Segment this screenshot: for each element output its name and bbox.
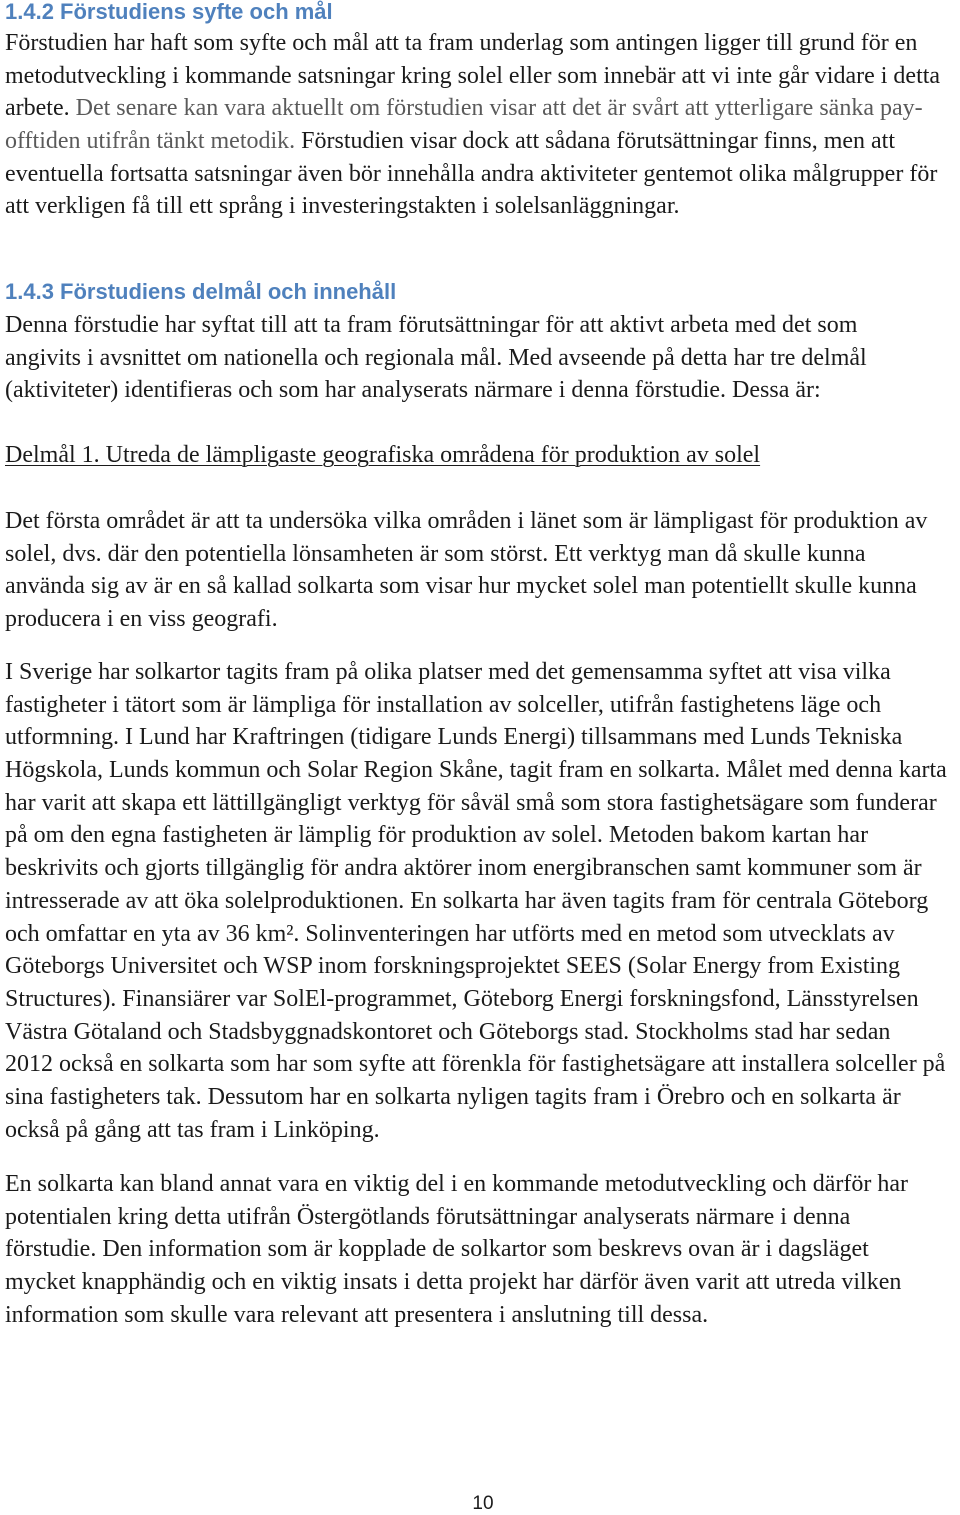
text-line: har varit att skapa ett lättillgängligt verktyg för såväl små som stora fastighetsägare som funderar [5,789,937,816]
text-segment: offtiden utifrån tänkt metodik. [5,128,296,155]
text-line: förstudie. Den information som är kopplade de solkartor som beskrevs ovan är i dagsläget [5,1236,869,1263]
text-line: Högskola, Lunds kommun och Solar Region Skåne, tagit fram en solkarta. Målet med denna karta [5,757,947,784]
text-line: använda sig av är en så kallad solkarta som visar hur mycket solel man potentiellt skulle kunna [5,573,917,600]
text-line [5,27,960,60]
text-segment: Förstudien har haft som syfte och mål att ta fram underlag som antingen ligger till grund för en [5,30,918,56]
text-segment: arbete. [5,95,70,122]
section-heading-1-4-2: 1.4.2 Förstudiens syfte och mål [5,0,333,24]
text-line: på om den egna fastigheten är lämplig för produktion av solel. Metoden bakom kartan har [5,822,869,849]
text-line: Västra Götaland och Stadsbyggnadskontoret och Göteborgs stad. Stockholms stad har sedan [5,1018,891,1045]
text-line: potentialen kring detta utifrån Östergötlands förutsättningar analyserats närmare i denna [5,1203,851,1230]
text-segment: Det senare kan vara aktuellt om förstudien visar att det är svårt att ytterligare sänka pay- [75,95,923,122]
text-line: solel, dvs. där den potentiella lönsamheten är som störst. Ett verktyg man då skulle kunna [5,540,866,567]
text-line: 2012 också en solkarta som har som syfte att förenkla för fastighetsägare att installera solceller på [5,1051,946,1078]
goal-1-heading [5,439,960,472]
text-line [5,158,960,191]
paragraph-purpose [5,27,960,223]
text-segment: metodutveckling i kommande satsningar kring solel eller som innebär att vi inte går vidare i detta [5,62,941,89]
text-line: Göteborgs Universitet och WSP inom forskningsprojektet SEES (Solar Energy from Existing [5,953,901,980]
text-line: utformning. I Lund har Kraftringen (tidigare Lunds Energi) tillsammans med Lunds Tekniska [5,724,903,751]
text-line: (aktiviteter) identifieras och som har analyserats närmare i denna förstudie. Dessa är: [5,377,821,404]
text-line: I Sverige har solkartor tagits fram på olika platser med det gemensamma syftet att visa vilka [5,659,891,685]
text-line: intresserade av att öka solelproduktionen. En solkarta har även tagits fram för centrala Göteborg [5,887,929,914]
text-segment: Förstudien visar dock att sådana förutsättningar finns, men att [301,128,896,155]
text-line: och omfattar en yta av 36 km². Solinventeringen har utförts med en metod som utvecklats av [5,920,895,947]
text-segment: att verkligen få till ett språng i investeringstakten i solelsanläggningar. [5,193,680,220]
text-line: producera i en viss geografi. [5,606,278,633]
text-line [5,92,960,125]
text-line: fastigheter i tätort som är lämpliga för installation av solceller, utifrån fastighetens läge och [5,691,882,718]
text-line: också på gång att tas fram i Linköping. [5,1116,380,1143]
text-line: beskrivits och gjorts tillgänglig för andra aktörer inom energibranschen samt kommuner som är [5,855,922,882]
page-number: 10 [472,1493,494,1514]
paragraph-solar-maps [5,656,960,1146]
text-line: angivits i avsnittet om nationella och regionala mål. Med avseende på detta har tre delmål [5,344,867,371]
text-line: En solkarta kan bland annat vara en viktig del i en kommande metodutveckling och därför har [5,1171,909,1197]
text-line: Det första området är att ta undersöka vilka områden i länet som är lämpligast för produktion av [5,508,928,534]
text-line: information som skulle vara relevant att presentera i anslutning till dessa. [5,1301,709,1328]
paragraph-intro [5,309,960,407]
paragraph-goal-area [5,505,960,636]
text-line [5,125,960,158]
text-line [5,60,960,93]
text-line [5,439,960,472]
text-line: Structures). Finansiärer var SolEl-programmet, Göteborg Energi forskningsfond, Länsstyrelsen [5,985,919,1012]
goal-1-title: Delmål 1. Utreda de lämpligaste geografiska områdena för produktion av solel [5,442,761,468]
section-heading-1-4-3: 1.4.3 Förstudiens delmål och innehåll [5,279,397,304]
text-line: mycket knapphändig och en viktig insats i detta projekt har därför även varit att utreda vilken [5,1269,902,1296]
text-line: Denna förstudie har syftat till att ta fram förutsättningar för att aktivt arbeta med det som [5,312,858,338]
text-line [5,190,960,223]
paragraph-solar-map-potential [5,1168,960,1331]
text-line: sina fastigheters tak. Dessutom har en solkarta nyligen tagits fram i Örebro och en solkarta är [5,1083,901,1110]
text-segment: eventuella fortsatta satsningar även bör innehålla andra aktiviteter gentemot olika målgrupper för [5,160,938,187]
